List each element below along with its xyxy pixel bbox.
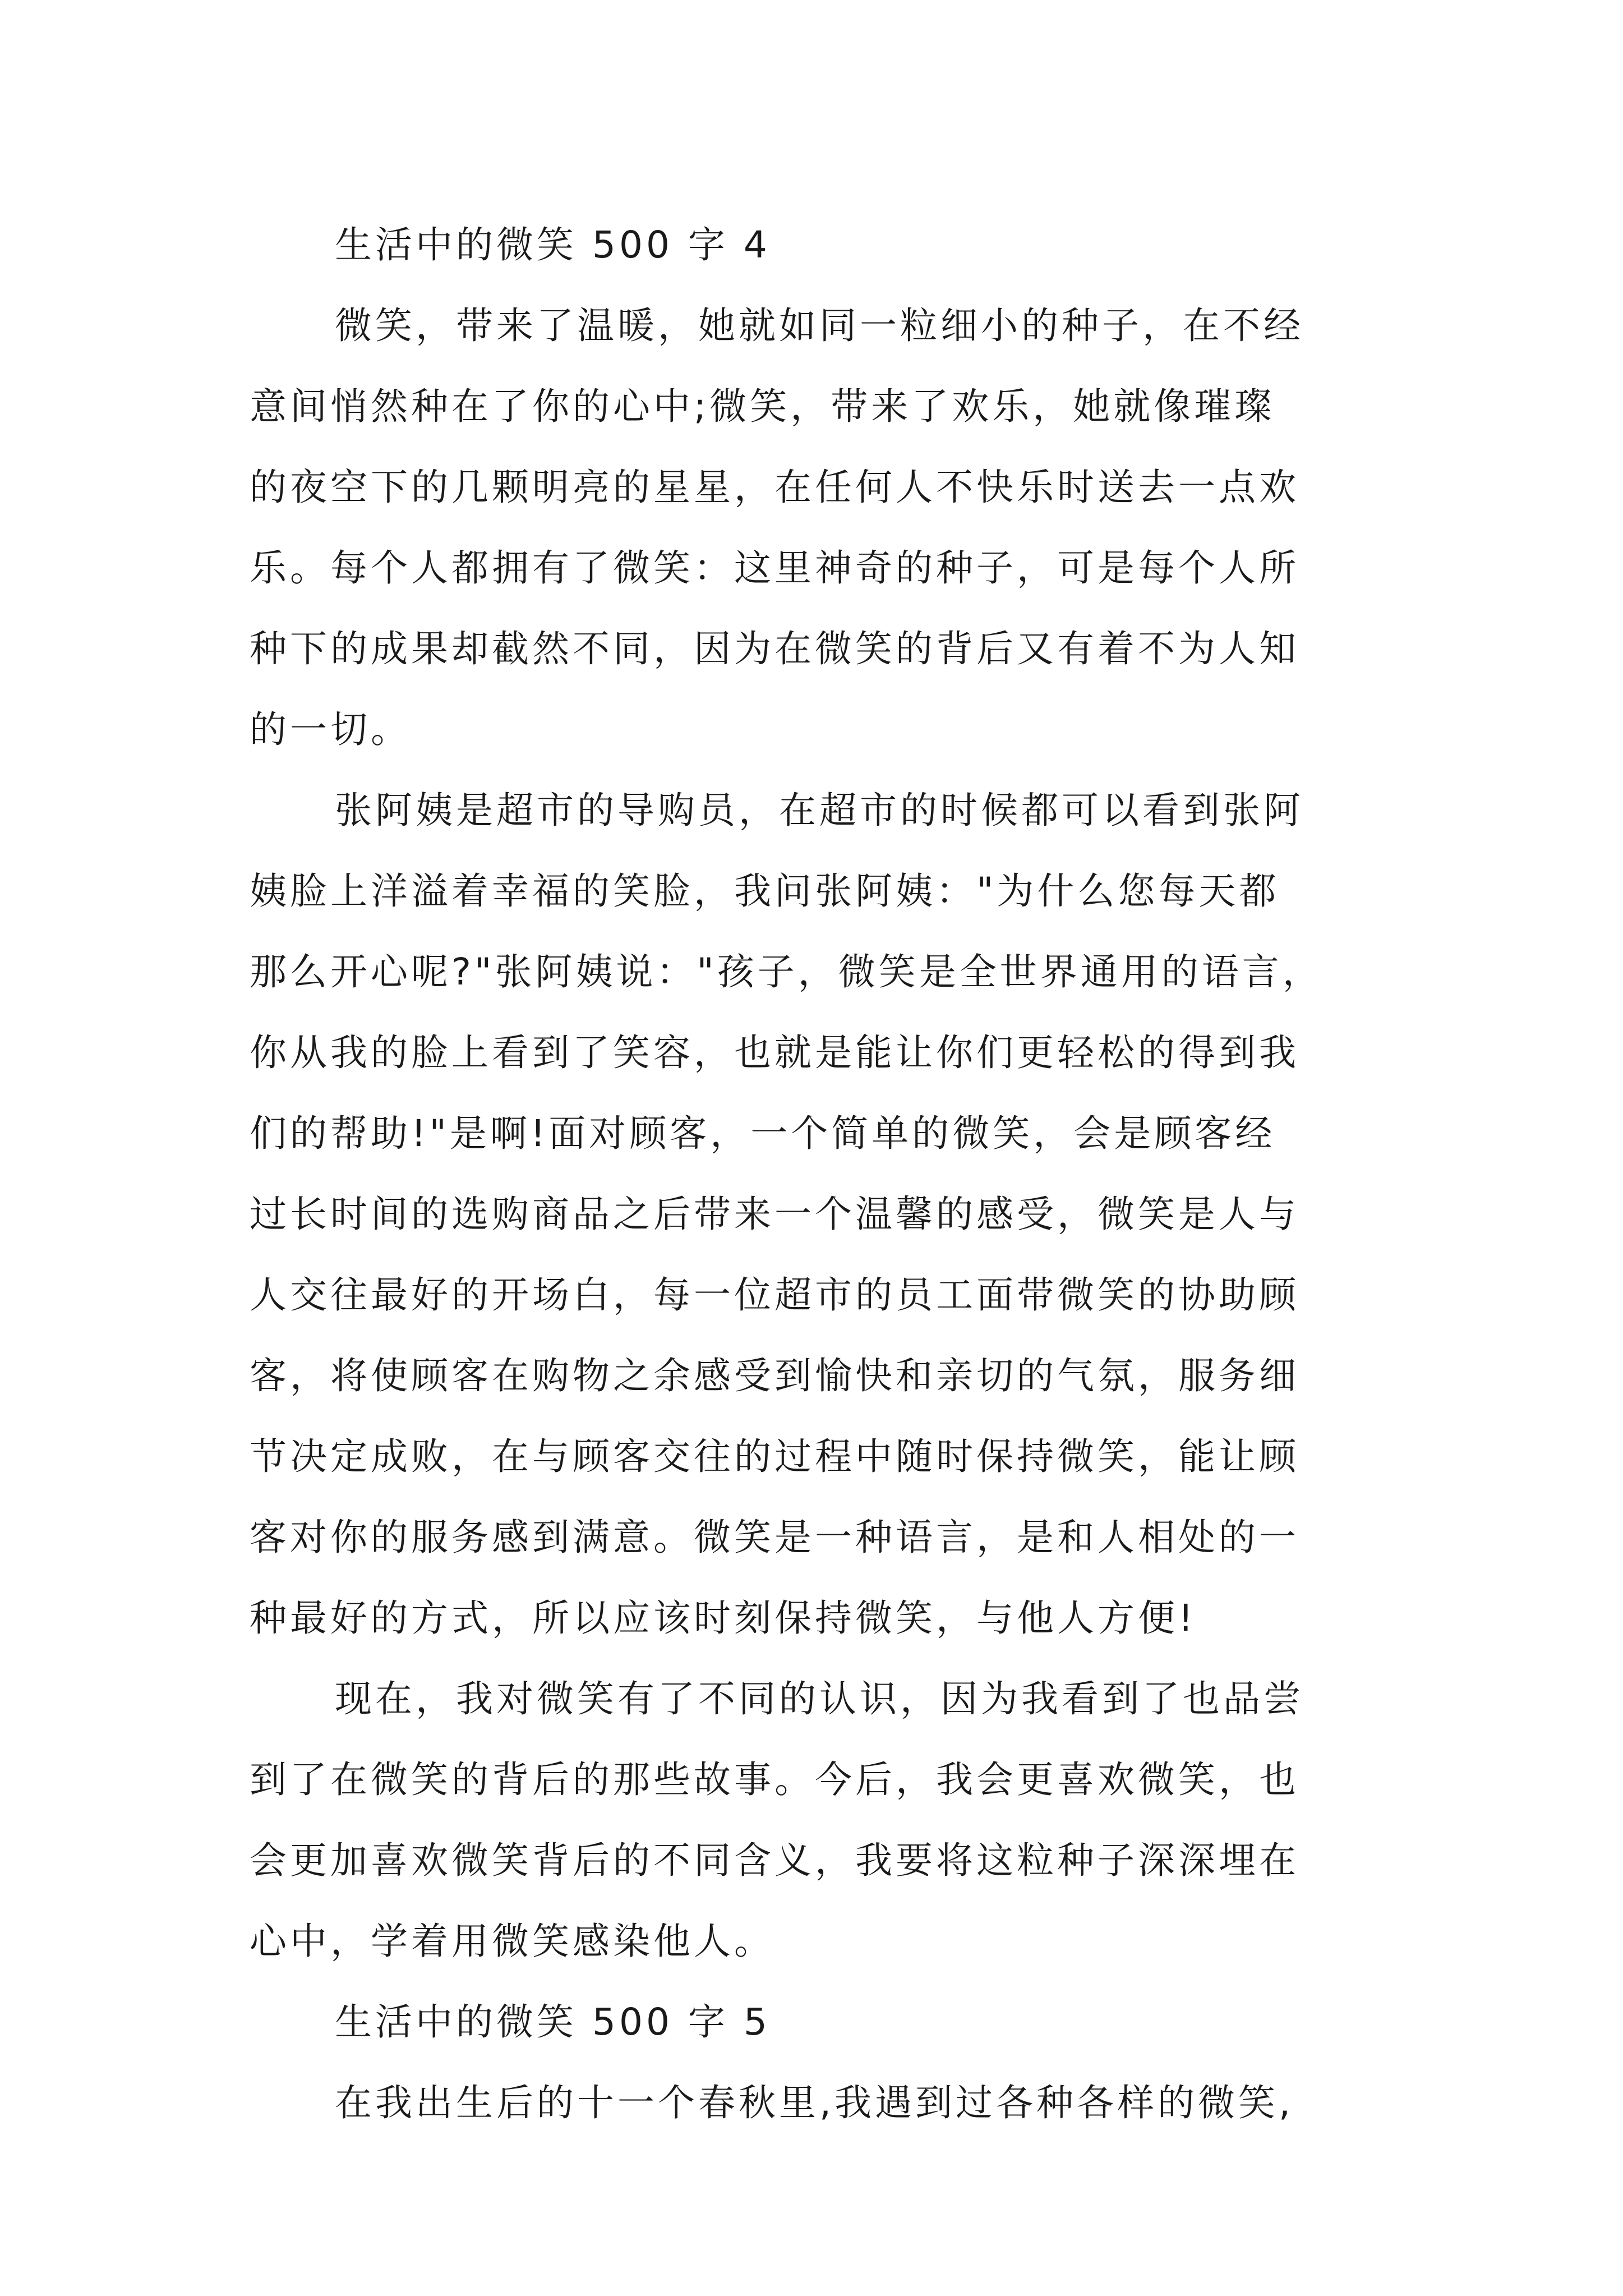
paragraph-line: 在我出生后的十一个春秋里,我遇到过各种各样的微笑, xyxy=(335,2081,1294,2124)
section-heading: 生活中的微笑 500 字 5 xyxy=(335,2000,771,2044)
paragraph-line: 过长时间的选购商品之后带来一个温馨的感受，微笑是人与 xyxy=(250,1193,1299,1236)
paragraph-line: 客，将使顾客在购物之余感受到愉快和亲切的气氛，服务细 xyxy=(250,1354,1299,1397)
paragraph-line: 那么开心呢?"张阿姨说："孩子，微笑是全世界通用的语言， xyxy=(250,950,1323,993)
paragraph-line: 种最好的方式，所以应该时刻保持微笑，与他人方便! xyxy=(250,1596,1197,1640)
paragraph-line: 你从我的脸上看到了笑容，也就是能让你们更轻松的得到我 xyxy=(250,1031,1299,1074)
paragraph-line: 张阿姨是超市的导购员，在超市的时候都可以看到张阿 xyxy=(335,789,1304,832)
paragraph-line: 姨脸上洋溢着幸福的笑脸，我问张阿姨："为什么您每天都 xyxy=(250,869,1280,913)
section-heading: 生活中的微笑 500 字 4 xyxy=(335,223,771,266)
paragraph-line: 心中，学着用微笑感染他人。 xyxy=(250,1920,774,1963)
paragraph-line: 的夜空下的几颗明亮的星星，在任何人不快乐时送去一点欢 xyxy=(250,466,1299,509)
paragraph-line: 的一切。 xyxy=(250,708,411,751)
paragraph-line: 节决定成败，在与顾客交往的过程中随时保持微笑，能让顾 xyxy=(250,1435,1299,1478)
paragraph-line: 种下的成果却截然不同，因为在微笑的背后又有着不为人知 xyxy=(250,627,1299,670)
paragraph-line: 乐。每个人都拥有了微笑：这里神奇的种子，可是每个人所 xyxy=(250,546,1299,590)
paragraph-line: 现在，我对微笑有了不同的认识，因为我看到了也品尝 xyxy=(335,1677,1304,1720)
paragraph-line: 会更加喜欢微笑背后的不同含义，我要将这粒种子深深埋在 xyxy=(250,1839,1299,1882)
paragraph-line: 们的帮助!"是啊!面对顾客，一个简单的微笑，会是顾客经 xyxy=(250,1112,1276,1155)
paragraph-line: 人交往最好的开场白，每一位超市的员工面带微笑的协助顾 xyxy=(250,1273,1299,1317)
paragraph-line: 到了在微笑的背后的那些故事。今后，我会更喜欢微笑，也 xyxy=(250,1758,1299,1801)
paragraph-line: 客对你的服务感到满意。微笑是一种语言，是和人相处的一 xyxy=(250,1516,1299,1559)
paragraph-line: 微笑，带来了温暖，她就如同一粒细小的种子，在不经 xyxy=(335,304,1304,347)
paragraph-line: 意间悄然种在了你的心中;微笑，带来了欢乐，她就像璀璨 xyxy=(250,385,1275,428)
text-body xyxy=(250,205,1382,2143)
